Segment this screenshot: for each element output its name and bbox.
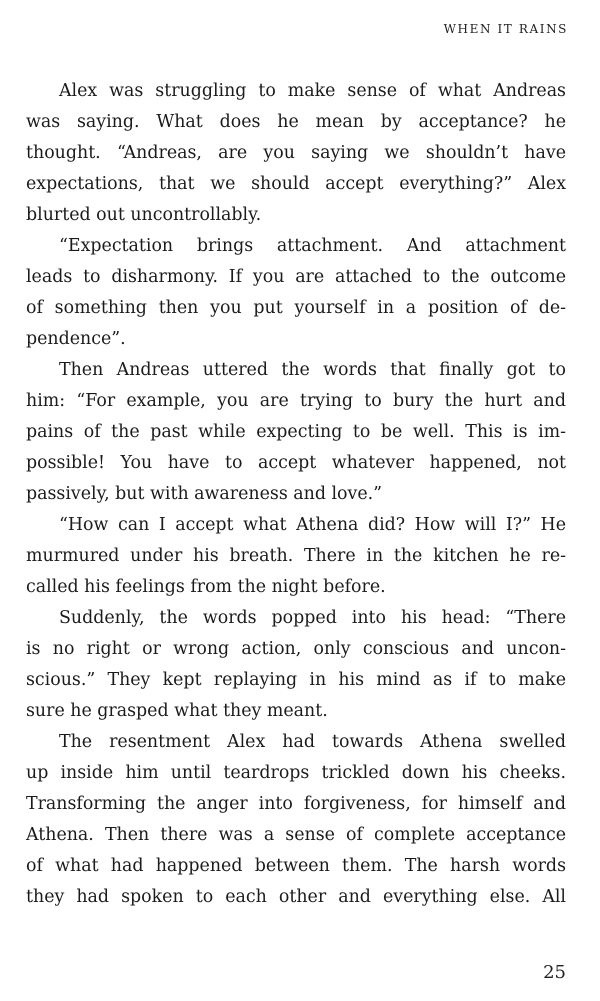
page-number: 25: [543, 962, 566, 983]
text-line: murmured under his breath. There in the kitchen he re-: [26, 546, 566, 566]
paragraph: [26, 231, 566, 355]
page-body: [26, 76, 566, 913]
text-line: scious.” They kept replaying in his mind as if to make: [26, 670, 566, 690]
text-line: “Expectation brings attachment. And attachment: [59, 236, 566, 256]
text-line: expectations, that we should accept everything?” Alex: [26, 174, 566, 194]
text-line: passively, but with awareness and love.”: [26, 484, 383, 504]
text-line: sure he grasped what they meant.: [26, 701, 328, 721]
text-line: Transforming the anger into forgiveness, for himself and: [26, 794, 566, 814]
text-line: is no right or wrong action, only conscious and uncon-: [26, 639, 566, 659]
paragraph: [26, 355, 566, 510]
text-line: up inside him until teardrops trickled down his cheeks.: [26, 763, 566, 783]
text-line: possible! You have to accept whatever happened, not: [26, 453, 566, 473]
text-line: pendence”.: [26, 329, 126, 349]
text-line: leads to disharmony. If you are attached to the outcome: [26, 267, 566, 287]
paragraph: [26, 510, 566, 603]
text-line: Alex was struggling to make sense of what Andreas: [59, 81, 566, 101]
text-line: The resentment Alex had towards Athena swelled: [59, 732, 566, 752]
text-line: Suddenly, the words popped into his head: “There: [59, 608, 566, 628]
paragraph: [26, 76, 566, 231]
text-line: Then Andreas uttered the words that finally got to: [59, 360, 566, 380]
text-line: pains of the past while expecting to be well. This is im-: [26, 422, 566, 442]
text-line: Athena. Then there was a sense of complete acceptance: [26, 825, 566, 845]
text-line: of something then you put yourself in a position of de-: [26, 298, 566, 318]
paragraph: [26, 727, 566, 913]
text-line: blurted out uncontrollably.: [26, 205, 262, 225]
text-line: they had spoken to each other and everything else. All: [26, 887, 566, 907]
text-line: of what had happened between them. The harsh words: [26, 856, 566, 876]
running-header: WHEN IT RAINS: [443, 22, 568, 36]
text-line: “How can I accept what Athena did? How will I?” He: [59, 515, 566, 535]
text-line: called his feelings from the night before.: [26, 577, 386, 597]
text-line: him: “For example, you are trying to bury the hurt and: [26, 391, 566, 411]
text-line: thought. “Andreas, are you saying we shouldn’t have: [26, 143, 566, 163]
paragraph: [26, 603, 566, 727]
text-line: was saying. What does he mean by acceptance? he: [26, 112, 566, 132]
